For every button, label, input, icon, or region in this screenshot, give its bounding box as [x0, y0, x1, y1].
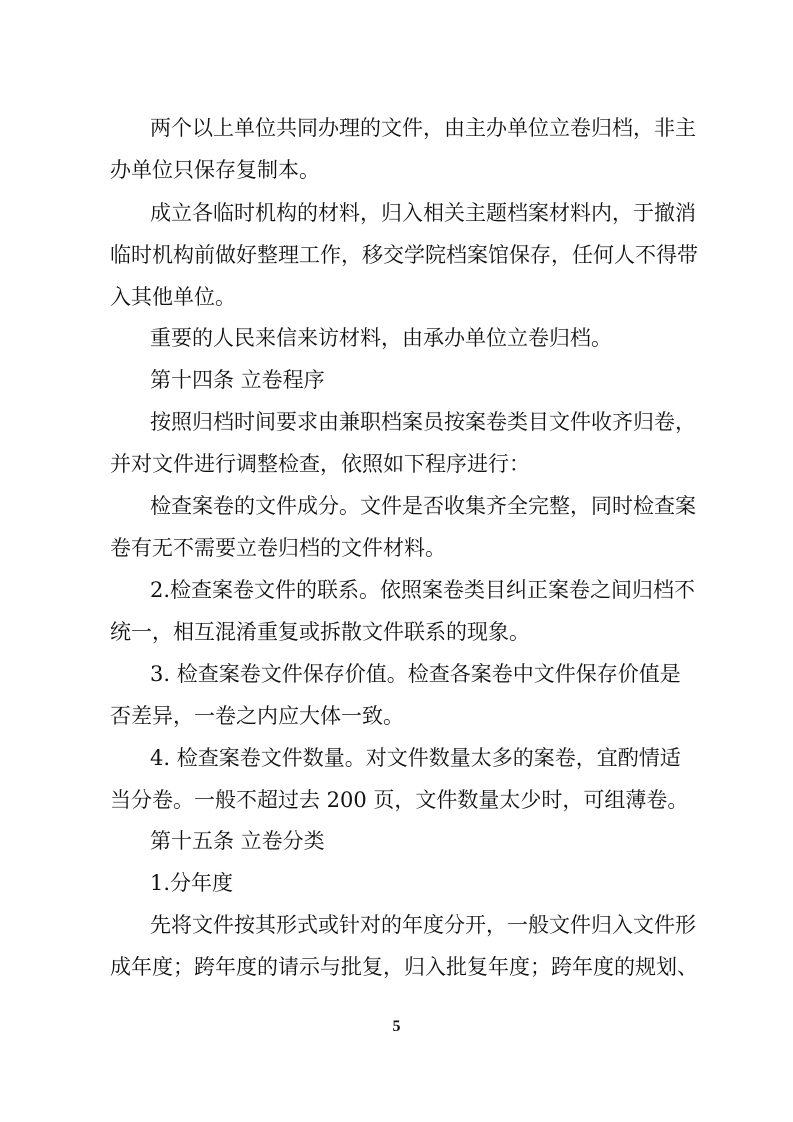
- paragraph-line: 按照归档时间要求由兼职档案员按案卷类目文件收齐归卷，: [150, 410, 696, 434]
- paragraph-line: 重要的人民来信来访材料，由承办单位立卷归档。: [150, 326, 612, 350]
- paragraph-line: 成年度；跨年度的请示与批复，归入批复年度；跨年度的规划、: [110, 955, 698, 979]
- paragraph-line: 检查案卷的文件成分。文件是否收集齐全完整，同时检查案: [150, 494, 696, 518]
- paragraph-line: 统一，相互混淆重复或拆散文件联系的现象。: [110, 620, 530, 644]
- paragraph-line: 办单位只保存复制本。: [110, 158, 320, 182]
- paragraph-line: 当分卷。一般不超过去 200 页，文件数量太少时，可组薄卷。: [110, 788, 689, 812]
- section-heading: 第十四条 立卷程序: [150, 368, 325, 392]
- paragraph-line: 3. 检查案卷文件保存价值。检查各案卷中文件保存价值是: [150, 662, 681, 686]
- paragraph-line: 先将文件按其形式或针对的年度分开，一般文件归入文件形: [150, 913, 696, 937]
- paragraph-line: 入其他单位。: [110, 285, 236, 309]
- page-number: 5: [392, 1018, 401, 1035]
- paragraph-line: 4. 检查案卷文件数量。对文件数量太多的案卷，宜酌情适: [150, 746, 681, 770]
- paragraph-line: 并对文件进行调整检查，依照如下程序进行：: [110, 452, 530, 476]
- paragraph-line: 否差异，一卷之内应大体一致。: [110, 704, 404, 728]
- paragraph-line: 临时机构前做好整理工作，移交学院档案馆保存，任何人不得带: [110, 243, 698, 267]
- paragraph-line: 两个以上单位共同办理的文件，由主办单位立卷归档，非主: [150, 116, 696, 140]
- section-heading: 第十五条 立卷分类: [150, 829, 325, 853]
- paragraph-line: 卷有无不需要立卷归档的文件材料。: [110, 536, 446, 560]
- subsection-heading: 1.分年度: [150, 871, 234, 895]
- paragraph-line: 成立各临时机构的材料，归入相关主题档案材料内，于撤消: [150, 201, 696, 225]
- paragraph-line: 2.检查案卷文件的联系。依照案卷类目纠正案卷之间归档不: [150, 578, 696, 602]
